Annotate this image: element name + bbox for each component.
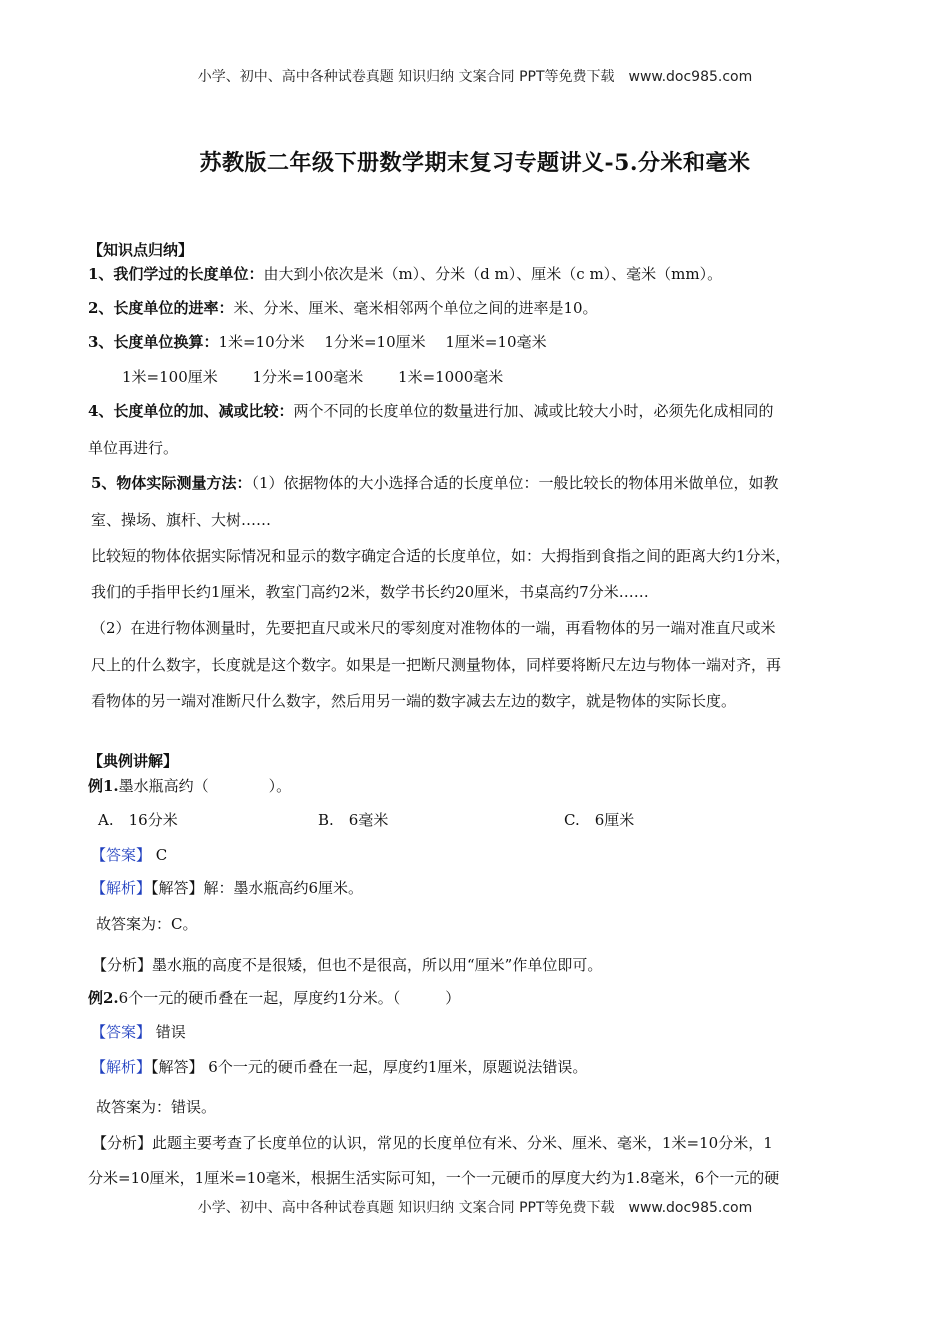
example-2-conclusion: 故答案为：错误。 [96,1098,217,1116]
solution-tag: 【解析】 [91,1058,152,1076]
point-5-line-6: 尺上的什么数字，长度就是这个数字。如果是一把断尺测量物体，同样要将断尺左边与物体一端对齐，再 [91,656,782,674]
example-1-text: 墨水瓶高约（ ）。 [118,777,292,795]
point-5-line-4: 我们的手指甲长约1厘米，教室门高约2米，数学书长约20厘米，书桌高约7分米…… [91,583,649,601]
example-1-option-c: C. 6厘米 [564,811,635,829]
solution-text: 【解答】 6个一元的硬币叠在一起，厚度约1厘米，原题说法错误。 [151,1058,588,1076]
point-2-text: 米、分米、厘米、毫米相邻两个单位之间的进率是10。 [233,299,598,317]
knowledge-heading: 【知识点归纳】 [88,241,194,259]
answer-value: 错误 [151,1023,186,1041]
example-1-question [88,776,291,796]
point-3-lead: 3、长度单位换算： [88,333,219,351]
example-1-option-b: B. 6毫米 [318,811,389,829]
point-1-text: 由大到小依次是米（m）、分米（d m）、厘米（c m）、毫米（mm）。 [263,265,723,283]
example-2-solution [91,1057,587,1077]
point-5-text: （1）依据物体的大小选择合适的长度单位：一般比较长的物体用米做单位，如教 [251,474,779,492]
point-3-line-2: 1米=100厘米 1分米=100毫米 1米=1000毫米 [122,368,504,386]
example-2-question [88,988,460,1008]
example-2-analysis-line-2: 分米=10厘米，1厘米=10毫米，根据生活实际可知，一个一元硬币的厚度大约为1.8毫米，6个一元的硬 [88,1169,780,1187]
point-5-line-3: 比较短的物体依据实际情况和显示的数字确定合适的长度单位，如：大拇指到食指之间的距离大约1分米， [91,547,791,565]
page-footer: 小学、初中、高中各种试卷真题 知识归纳 文案合同 PPT等免费下载 www.doc985.com [197,1200,753,1216]
knowledge-point-1 [88,264,722,284]
knowledge-point-4 [88,401,773,421]
point-1-lead: 1、我们学过的长度单位： [88,265,264,283]
point-5-line-7: 看物体的另一端对准断尺什么数字，然后用另一端的数字减去左边的数字，就是物体的实际长度。 [91,692,737,710]
example-2-lead: 例2. [88,989,119,1007]
answer-tag: 【答案】 [91,1023,152,1041]
page-header: 小学、初中、高中各种试卷真题 知识归纳 文案合同 PPT等免费下载 www.doc985.com [197,69,753,85]
point-4-line-2: 单位再进行。 [88,439,179,457]
point-5-line-2: 室、操场、旗杆、大树…… [91,511,272,529]
point-2-lead: 2、长度单位的进率： [88,299,234,317]
knowledge-point-5 [91,473,779,493]
answer-value: C [151,846,168,864]
knowledge-point-2 [88,298,598,318]
point-5-lead: 5、物体实际测量方法： [91,474,252,492]
example-1-solution [91,878,363,898]
example-1-lead: 例1. [88,777,119,795]
example-2-answer [91,1022,186,1042]
example-1-answer [91,845,167,865]
point-3-text: 1米=10分米 1分米=10厘米 1厘米=10毫米 [218,333,547,351]
point-5-line-5: （2）在进行物体测量时，先要把直尺或米尺的零刻度对准物体的一端，再看物体的另一端对准直尺或米 [91,619,776,637]
examples-heading: 【典例讲解】 [88,752,179,770]
example-2-analysis: 【分析】此题主要考查了长度单位的认识，常见的长度单位有米、分米、厘米、毫米，1米=10分米，1 [92,1134,773,1152]
knowledge-point-3 [88,332,547,352]
example-2-text: 6个一元的硬币叠在一起，厚度约1分米。（ ） [118,989,461,1007]
example-1-conclusion: 故答案为：C。 [96,915,198,933]
point-4-lead: 4、长度单位的加、减或比较： [88,402,294,420]
answer-tag: 【答案】 [91,846,152,864]
example-1-option-a: A. 16分米 [98,811,178,829]
solution-tag: 【解析】 [91,879,152,897]
page-title: 苏教版二年级下册数学期末复习专题讲义-5.分米和毫米 [199,150,751,176]
point-4-text: 两个不同的长度单位的数量进行加、减或比较大小时，必须先化成相同的 [293,402,774,420]
example-1-analysis: 【分析】墨水瓶的高度不是很矮，但也不是很高，所以用“厘米”作单位即可。 [92,956,603,974]
solution-text: 【解答】解：墨水瓶高约6厘米。 [151,879,364,897]
